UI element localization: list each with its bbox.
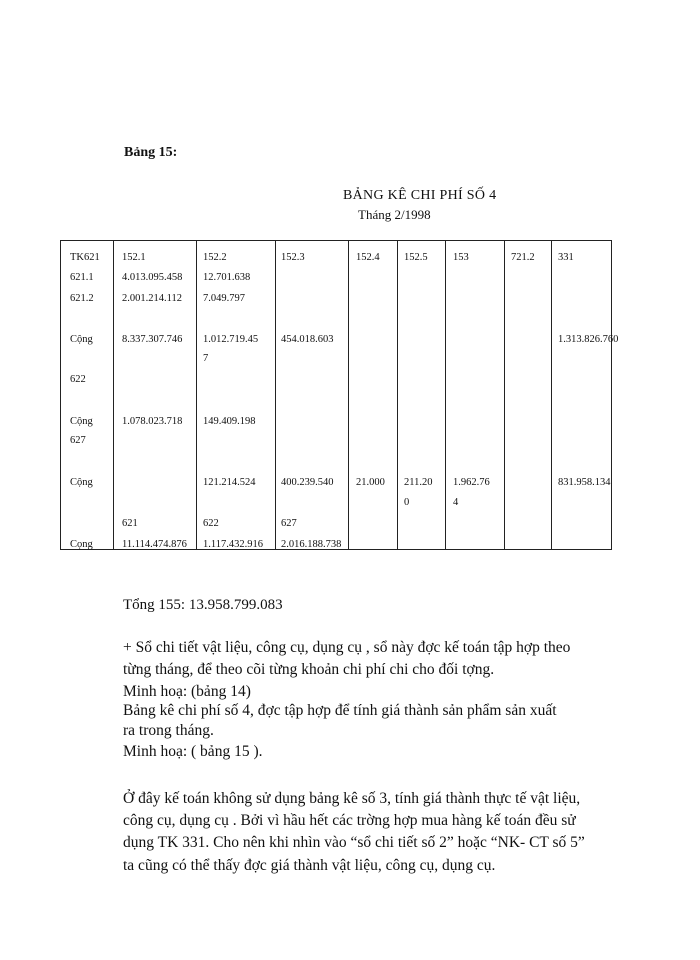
body-text-line: Minh hoạ: (bảng 14)	[123, 683, 251, 700]
table-cell: 2.016.188.738	[281, 539, 342, 550]
column-divider	[445, 241, 446, 549]
table-cell: 622	[70, 374, 86, 385]
table-cell: 1.313.826.760	[558, 334, 619, 345]
table-cell: 152.4	[356, 252, 380, 263]
body-text-line: Ở đây kế toán không sử dụng bảng kê số 3, tính giá thành thực tế vật liệu,	[123, 790, 581, 807]
table-cell: 400.239.540	[281, 477, 334, 488]
body-text-line: Bảng kê chi phí số 4, đợc tập hợp để tính giá thành sản phẩm sản xuất	[123, 702, 557, 719]
table-cell: 1.962.76	[453, 477, 490, 488]
table-cell: 627	[281, 518, 297, 529]
table-cell: 152.5	[404, 252, 428, 263]
table-cell: 0	[404, 497, 410, 508]
table-cell: Cộng	[70, 477, 93, 488]
table-cell: 4.013.095.458	[122, 272, 183, 283]
total-155: Tổng 155: 13.958.799.083	[123, 597, 283, 613]
table-cell: 7	[203, 353, 209, 364]
column-divider	[348, 241, 349, 549]
body-text-line: Minh hoạ: ( bảng 15 ).	[123, 743, 263, 760]
body-text-line: công cụ, dụng cụ . Bởi vì hầu hết các trờng hợp mua hàng kế toán đều sử	[123, 812, 576, 829]
table-cell: Cọng	[70, 539, 93, 550]
body-text-line: ta cũng có thể thấy đợc giá thành vật liệu, công cụ, dụng cụ.	[123, 857, 496, 874]
table-caption: Bảng 15:	[124, 145, 178, 160]
table-cell: 621	[122, 518, 138, 529]
table-cell: 621.2	[70, 293, 94, 304]
table-cell: 2.001.214.112	[122, 293, 182, 304]
expense-table	[60, 240, 619, 550]
table-cell: 21.000	[356, 477, 385, 488]
table-cell: 831.958.134	[558, 477, 611, 488]
table-cell: 152.1	[122, 252, 146, 263]
column-divider	[113, 241, 114, 549]
table-cell: 1.078.023.718	[122, 416, 183, 427]
column-divider	[275, 241, 276, 549]
body-text-line: ra trong tháng.	[123, 722, 214, 739]
column-divider	[196, 241, 197, 549]
table-cell: 152.3	[281, 252, 305, 263]
table-cell: 454.018.603	[281, 334, 334, 345]
table-cell: TK621	[70, 252, 100, 263]
table-cell: 149.409.198	[203, 416, 256, 427]
table-cell: 1.117.432.916	[203, 539, 263, 550]
table-cell: 11.114.474.876	[122, 539, 187, 550]
table-title: BẢNG KÊ CHI PHÍ SỐ 4	[343, 188, 497, 203]
body-text-line: từng tháng, để theo cõi từng khoản chi phí chi cho đối tợng.	[123, 661, 495, 678]
table-cell: 7.049.797	[203, 293, 245, 304]
table-cell: 627	[70, 435, 86, 446]
table-subtitle: Tháng 2/1998	[358, 207, 431, 222]
table-cell: 622	[203, 518, 219, 529]
table-cell: Cộng	[70, 334, 93, 345]
table-cell: 12.701.638	[203, 272, 251, 283]
table-cell: 152.2	[203, 252, 227, 263]
table-cell: 1.012.719.45	[203, 334, 259, 345]
table-cell: 121.214.524	[203, 477, 256, 488]
column-divider	[504, 241, 505, 549]
column-divider	[551, 241, 552, 549]
table-cell: 621.1	[70, 272, 94, 283]
body-text-line: dụng TK 331. Cho nên khi nhìn vào “sổ chi tiết số 2” hoặc “NK- CT số 5”	[123, 834, 585, 851]
table-cell: 721.2	[511, 252, 535, 263]
body-text-line: + Sổ chi tiết vật liệu, công cụ, dụng cụ , sổ này đợc kế toán tập hợp theo	[123, 639, 571, 656]
table-cell: 211.20	[404, 477, 433, 488]
table-cell: Cộng	[70, 416, 93, 427]
table-cell: 8.337.307.746	[122, 334, 183, 345]
table-cell: 4	[453, 497, 459, 508]
table-cell: 153	[453, 252, 469, 263]
table-cell: 331	[558, 252, 574, 263]
column-divider	[397, 241, 398, 549]
